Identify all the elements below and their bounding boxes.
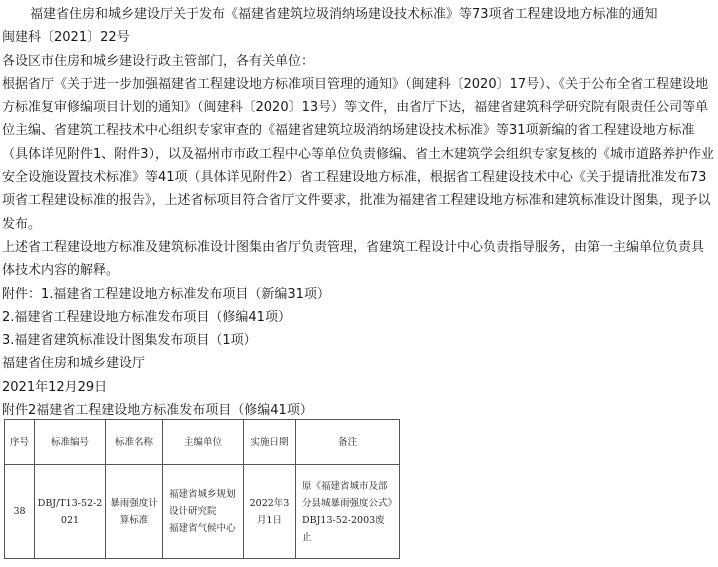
cell-std-no: DBJ/T13-52-2021 xyxy=(35,465,106,559)
editor-primary: 福建省城乡规划设计研究院 xyxy=(169,489,236,517)
header-remark: 备注 xyxy=(296,420,400,465)
header-editor: 主编单位 xyxy=(163,420,244,465)
notice-document xyxy=(2,3,716,422)
attachment-item-3: 3.福建省建筑标准设计图集发布项目（1项） xyxy=(2,333,257,349)
attachment-item-2: 2.福建省工程建设地方标准发布项目（修编41项） xyxy=(2,309,291,325)
table-row xyxy=(5,465,400,559)
table-header-row xyxy=(5,420,400,465)
body-paragraph: 根据省厅《关于进一步加强福建省工程建设地方标准项目管理的通知》（闽建科〔2020〕17号）、《关于公布全省工程建设地方标准复审修编项目计划的通知》（闽建科〔2020〕13号）等文件，由省厅下达，福建省建筑科学研究院有限责任公司等单位主编、省建筑工程技术中心组织专家审查的《福建省建筑垃圾消纳场建设技术标准》等31项新编的省工程建设地方标准（具体详见附件1、附件3），以及福州市市政工程中心等单位负责修编、省土木建筑学会组织专家复核的《城市道路养护作业安全设施设置技术标准》等41项（具体详见附件2）省工程建设地方标准，根据省工程建设技术中心《关于提请批准发布73项省工程建设标准的报告》，上述省标项目符合省厅文件要求，批准为福建省工程建设地方标准和建筑标准设计图集，现予以发布。 xyxy=(2,76,715,232)
cell-editor xyxy=(163,465,244,559)
cell-impl-date: 2022年3月1日 xyxy=(244,465,296,559)
management-paragraph: 上述省工程建设地方标准及建筑标准设计图集由省厅负责管理，省建筑工程设计中心负责指导服务，由第一主编单位负责具体技术内容的解释。 xyxy=(2,239,705,279)
document-number: 闽建科〔2021〕22号 xyxy=(2,30,130,46)
header-std-no: 标准编号 xyxy=(35,420,106,465)
issuer: 福建省住房和城乡建设厅 xyxy=(2,356,146,372)
issue-date: 2021年12月29日 xyxy=(2,379,108,395)
header-seq: 序号 xyxy=(5,420,35,465)
header-impl-date: 实施日期 xyxy=(244,420,296,465)
cell-remark: 原《福建省城市及部分县城暴雨强度公式》DBJ13-52-2003废止 xyxy=(296,465,400,559)
cell-seq: 38 xyxy=(5,465,35,559)
standards-table-container xyxy=(4,419,400,559)
attachment-item-1: 附件：1.福建省工程建设地方标准发布项目（新编31项） xyxy=(2,286,330,302)
addressee: 各设区市住房和城乡建设行政主管部门，各有关单位： xyxy=(2,53,315,69)
header-std-name: 标准名称 xyxy=(106,420,163,465)
table-caption: 附件2福建省工程建设地方标准发布项目（修编41项） xyxy=(2,403,313,419)
editor-secondary: 福建省气候中心 xyxy=(169,523,236,534)
standards-table xyxy=(4,419,400,559)
cell-std-name: 暴雨强度计算标准 xyxy=(106,465,163,559)
notice-title: 福建省住房和城乡建设厅关于发布《福建省建筑垃圾消纳场建设技术标准》等73项省工程建设地方标准的通知 xyxy=(30,7,658,22)
